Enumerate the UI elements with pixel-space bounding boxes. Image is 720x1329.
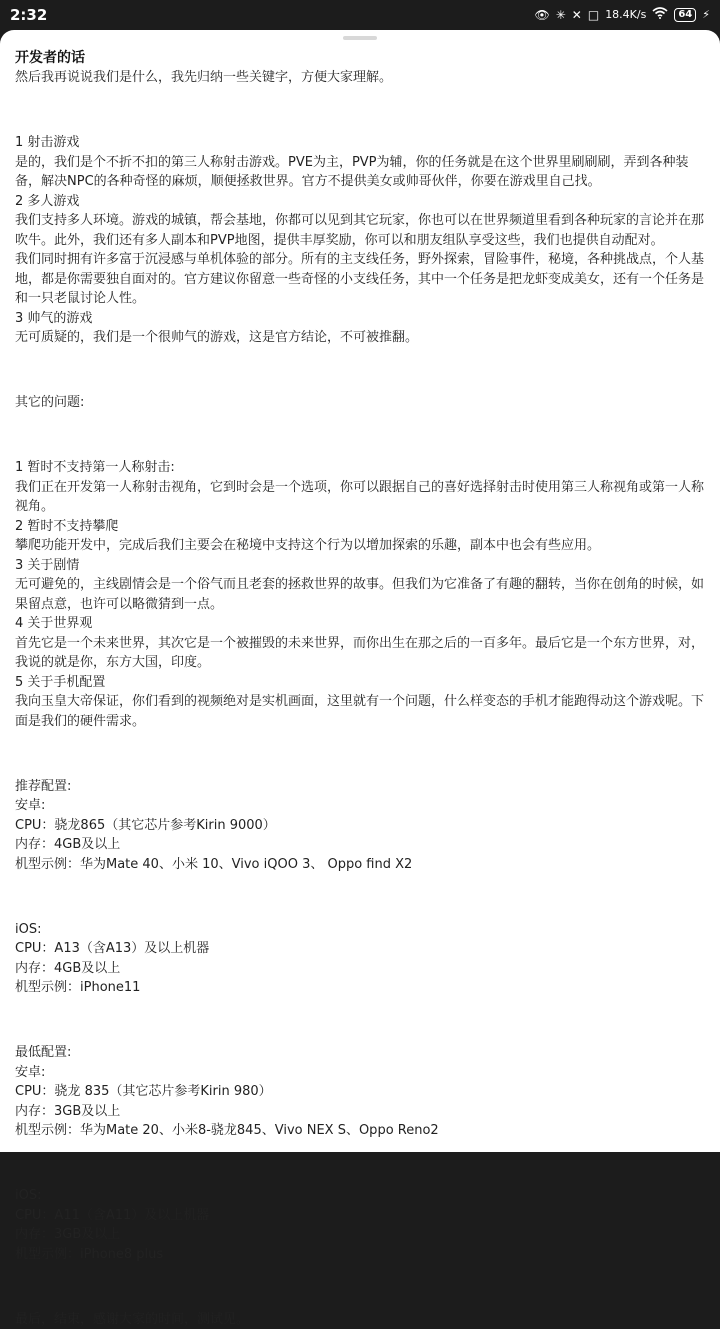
article-line: 1 射击游戏 bbox=[15, 133, 705, 153]
article-line: 攀爬功能开发中，完成后我们主要会在秘境中支持这个行为以增加探索的乐趣，副本中也会有些应用。 bbox=[15, 536, 705, 556]
net-speed: 18.4K/s bbox=[605, 6, 646, 24]
article-line: 内存：3GB及以上 bbox=[15, 1102, 705, 1122]
wifi-icon bbox=[652, 6, 668, 24]
blank-line bbox=[15, 744, 705, 764]
article-line: 内存：3GB及以上 bbox=[15, 1225, 705, 1245]
blank-line bbox=[15, 887, 705, 907]
article-line: 其它的问题: bbox=[15, 393, 705, 413]
article-body bbox=[15, 68, 705, 1329]
article-line: 机型示例：iPhone8 plus bbox=[15, 1245, 705, 1265]
article-line: CPU：A11（含A11）及以上机器 bbox=[15, 1206, 705, 1226]
blank-line bbox=[15, 101, 705, 121]
article-line: iOS: bbox=[15, 920, 705, 940]
article-line: 内存：4GB及以上 bbox=[15, 835, 705, 855]
article-line: 最低配置: bbox=[15, 1043, 705, 1063]
status-time: 2:32 bbox=[10, 5, 47, 25]
article-line: 4 关于世界观 bbox=[15, 614, 705, 634]
article-line: CPU：A13（含A13）及以上机器 bbox=[15, 939, 705, 959]
article-line: 安卓: bbox=[15, 796, 705, 816]
blank-line bbox=[15, 426, 705, 446]
article-line: iOS: bbox=[15, 1186, 705, 1206]
blank-line bbox=[15, 361, 705, 381]
article-line: 无可质疑的，我们是一个很帅气的游戏，这是官方结论，不可被推翻。 bbox=[15, 328, 705, 348]
article-line: CPU：骁龙865（其它芯片参考Kirin 9000） bbox=[15, 816, 705, 836]
battery-icon: 64 bbox=[674, 8, 696, 22]
status-icons bbox=[534, 6, 710, 24]
article-line: 3 关于剧情 bbox=[15, 556, 705, 576]
article-line: 2 多人游戏 bbox=[15, 192, 705, 212]
article-line: 机型示例：华为Mate 20、小米8-骁龙845、Vivo NEX S、Oppo Reno2 bbox=[15, 1121, 705, 1141]
status-bar bbox=[0, 0, 720, 30]
article-line: 推荐配置: bbox=[15, 777, 705, 797]
article-line: 3 帅气的游戏 bbox=[15, 309, 705, 329]
article-line: 首先它是一个未来世界，其次它是一个被摧毁的未来世界，而你出生在那之后的一百多年。最后它是一个东方世界，对，我说的就是你，东方大国，印度。 bbox=[15, 634, 705, 673]
article-line: 是的，我们是个不折不扣的第三人称射击游戏。PVE为主，PVP为辅，你的任务就是在这个世界里刷刷刷，弄到各种装备，解决NPC的各种奇怪的麻烦，顺便拯救世界。官方不提供美女或帅哥伙伴，你要在游戏里自己找。 bbox=[15, 153, 705, 192]
bluetooth-icon: ✳ bbox=[556, 6, 566, 24]
article-line: 安卓: bbox=[15, 1063, 705, 1083]
article-sheet bbox=[0, 30, 720, 1152]
article-line: 内存：4GB及以上 bbox=[15, 959, 705, 979]
article-line: 我们同时拥有许多富于沉浸感与单机体验的部分。所有的主支线任务，野外探索，冒险事件，秘境，各种挑战点，个人基地，都是你需要独自面对的。官方建议你留意一些奇怪的小支线任务，其中一个任务是把龙虾变成美女，还有一个任务是和一只老鼠讨论人性。 bbox=[15, 250, 705, 309]
article-line: CPU：骁龙 835（其它芯片参考Kirin 980） bbox=[15, 1082, 705, 1102]
article-line: 2 暂时不支持攀爬 bbox=[15, 517, 705, 537]
blank-line bbox=[15, 1011, 705, 1031]
eye-icon: 👁 bbox=[534, 6, 549, 24]
drag-handle[interactable] bbox=[343, 36, 377, 40]
article-line: 机型示例：iPhone11 bbox=[15, 978, 705, 998]
article-line: 然后我再说说我们是什么，我先归纳一些关键字，方便大家理解。 bbox=[15, 68, 705, 88]
no-sim-icon: □ bbox=[588, 6, 599, 24]
article-line: 我们支持多人环境。游戏的城镇，帮会基地，你都可以见到其它玩家，你也可以在世界频道里看到各种玩家的言论并在那吹牛。此外，我们还有多人副本和PVP地图，提供丰厚奖励，你可以和朋友组队享受这些，我们也提供自动配对。 bbox=[15, 211, 705, 250]
article-line: 1 暂时不支持第一人称射击: bbox=[15, 458, 705, 478]
article-line: 5 关于手机配置 bbox=[15, 673, 705, 693]
article-line: 无可避免的，主线剧情会是一个俗气而且老套的拯救世界的故事。但我们为它准备了有趣的翻转，当你在创角的时候，如果留点意，也许可以略微猜到一点。 bbox=[15, 575, 705, 614]
article-line: 我们正在开发第一人称射击视角，它到时会是一个选项，你可以跟据自己的喜好选择射击时使用第三人称视角或第一人称视角。 bbox=[15, 478, 705, 517]
article-line: 我向玉皇大帝保证，你们看到的视频绝对是实机画面，这里就有一个问题，什么样变态的手机才能跑得动这个游戏呢。下面是我们的硬件需求。 bbox=[15, 692, 705, 731]
mute-icon: ✕ bbox=[572, 6, 582, 24]
article-line: 机型示例：华为Mate 40、小米 10、Vivo iQOO 3、 Oppo find X2 bbox=[15, 855, 705, 875]
charging-icon: ⚡ bbox=[702, 6, 710, 24]
article-content bbox=[15, 48, 705, 1329]
article-line: 最后，结束，感谢大家的时间，测试见。 bbox=[15, 1310, 705, 1329]
blank-line bbox=[15, 1277, 705, 1297]
article-title: 开发者的话 bbox=[15, 48, 705, 68]
blank-line bbox=[15, 1154, 705, 1174]
